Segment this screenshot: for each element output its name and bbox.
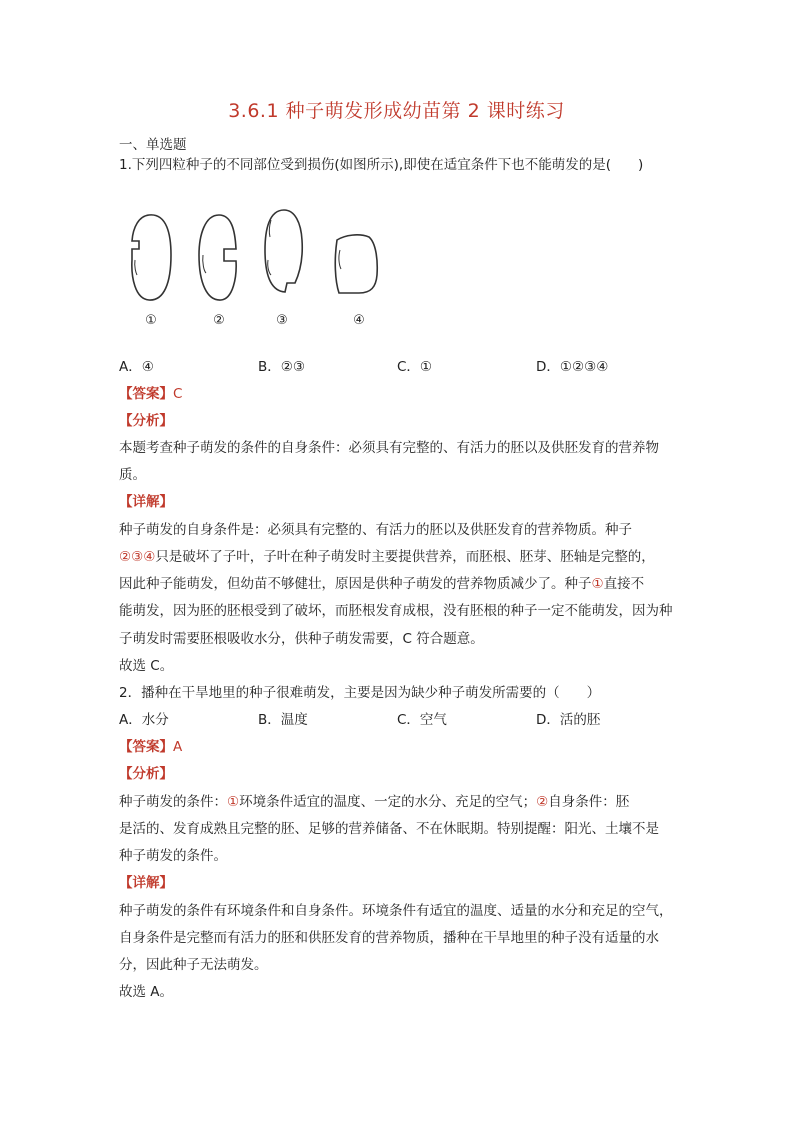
- figure-label-1: ①: [145, 313, 157, 328]
- q2-analysis-label: 【分析】: [119, 766, 173, 782]
- q1-analysis-line2: 质。: [119, 467, 146, 483]
- q1-detail-seed-1: ①: [591, 576, 604, 592]
- page-title: 3.6.1 种子萌发形成幼苗第 2 课时练习: [228, 100, 565, 122]
- q1-detail-label: 【详解】: [119, 494, 173, 510]
- q2-conclusion: 故选 A。: [119, 984, 174, 1000]
- seed-2-icon: [199, 215, 236, 300]
- q2-option-b: B．温度: [258, 712, 308, 728]
- q1-stem: 1.下列四粒种子的不同部位受到损伤(如图所示),即使在适宜条件下也不能萌发的是( ): [119, 157, 644, 173]
- q1-answer-value: C: [173, 386, 183, 402]
- q1-option-b: B．②③: [258, 359, 305, 375]
- q1-detail-line2: [119, 544, 679, 571]
- section-heading: 一、单选题: [119, 137, 187, 153]
- q1-detail-line3-rest: 直接不: [603, 576, 645, 592]
- seed-figure: [119, 205, 389, 340]
- q1-detail-line1: 种子萌发的自身条件是：必须具有完整的、有活力的胚以及供胚发育的营养物质。种子: [119, 522, 632, 538]
- q1-option-c: C．①: [397, 359, 433, 375]
- q1-detail-line4: 能萌发，因为胚的胚根受到了破坏，而胚根发育成根，没有胚根的种子一定不能萌发，因为种: [119, 603, 673, 619]
- q1-analysis-label: 【分析】: [119, 413, 173, 429]
- q2-analysis-line1-c: 自身条件：胚: [548, 794, 630, 810]
- figure-label-2: ②: [213, 313, 225, 328]
- q2-answer-value: A: [173, 739, 183, 755]
- q1-answer: [119, 381, 679, 408]
- q2-stem: 2．播种在干旱地里的种子很难萌发，主要是因为缺少种子萌发所需要的（ ）: [119, 685, 601, 701]
- seed-drawings: [119, 205, 389, 310]
- q2-analysis-line2: 是活的、发育成熟且完整的胚、足够的营养储备、不在休眠期。特别提醒：阳光、土壤不是: [119, 821, 659, 837]
- q2-detail-line1: 种子萌发的条件有环境条件和自身条件。环境条件有适宜的温度、适量的水分和充足的空气，: [119, 903, 673, 919]
- figure-label-4: ④: [353, 313, 365, 328]
- q2-analysis-marker-1: ①: [227, 794, 240, 810]
- q2-analysis-line3: 种子萌发的条件。: [119, 848, 227, 864]
- seed-1-icon: [132, 215, 171, 300]
- seed-4-icon: [335, 235, 377, 293]
- q2-detail-line2: 自身条件是完整而有活力的胚和供胚发育的营养物质，播种在干旱地里的种子没有适量的水: [119, 930, 659, 946]
- q2-detail-line3: 分，因此种子无法萌发。: [119, 957, 268, 973]
- q1-detail-line3-text: 因此种子能萌发，但幼苗不够健壮，原因是供种子萌发的营养物质减少了。种子: [119, 576, 592, 592]
- q1-conclusion: 故选 C。: [119, 658, 174, 674]
- q2-analysis-line1-a: 种子萌发的条件：: [119, 794, 227, 810]
- q2-analysis-line1-b: 环境条件适宜的温度、一定的水分、充足的空气；: [239, 794, 537, 810]
- q1-detail-line3: [119, 571, 679, 598]
- figure-label-3: ③: [276, 313, 288, 328]
- q1-detail-line5: 子萌发时需要胚根吸收水分，供种子萌发需要，C 符合题意。: [119, 631, 484, 647]
- q2-analysis-line1: [119, 789, 679, 816]
- q2-answer: [119, 734, 679, 761]
- q1-answer-label: 【答案】: [119, 386, 173, 402]
- q1-detail-damaged-seeds: ②③④: [119, 549, 156, 565]
- q1-detail-line2-text: 只是破坏了子叶，子叶在种子萌发时主要提供营养，而胚根、胚芽、胚轴是完整的，: [155, 549, 655, 565]
- q2-detail-label: 【详解】: [119, 875, 173, 891]
- q2-option-c: C．空气: [397, 712, 447, 728]
- q1-analysis-line1: 本题考查种子萌发的条件的自身条件：必须具有完整的、有活力的胚以及供胚发育的营养物: [119, 440, 659, 456]
- q1-option-d: D．①②③④: [536, 359, 609, 375]
- q2-analysis-marker-2: ②: [536, 794, 549, 810]
- q2-option-a: A．水分: [119, 712, 169, 728]
- q2-option-d: D．活的胚: [536, 712, 601, 728]
- q1-option-a: A．④: [119, 359, 154, 375]
- q2-answer-label: 【答案】: [119, 739, 173, 755]
